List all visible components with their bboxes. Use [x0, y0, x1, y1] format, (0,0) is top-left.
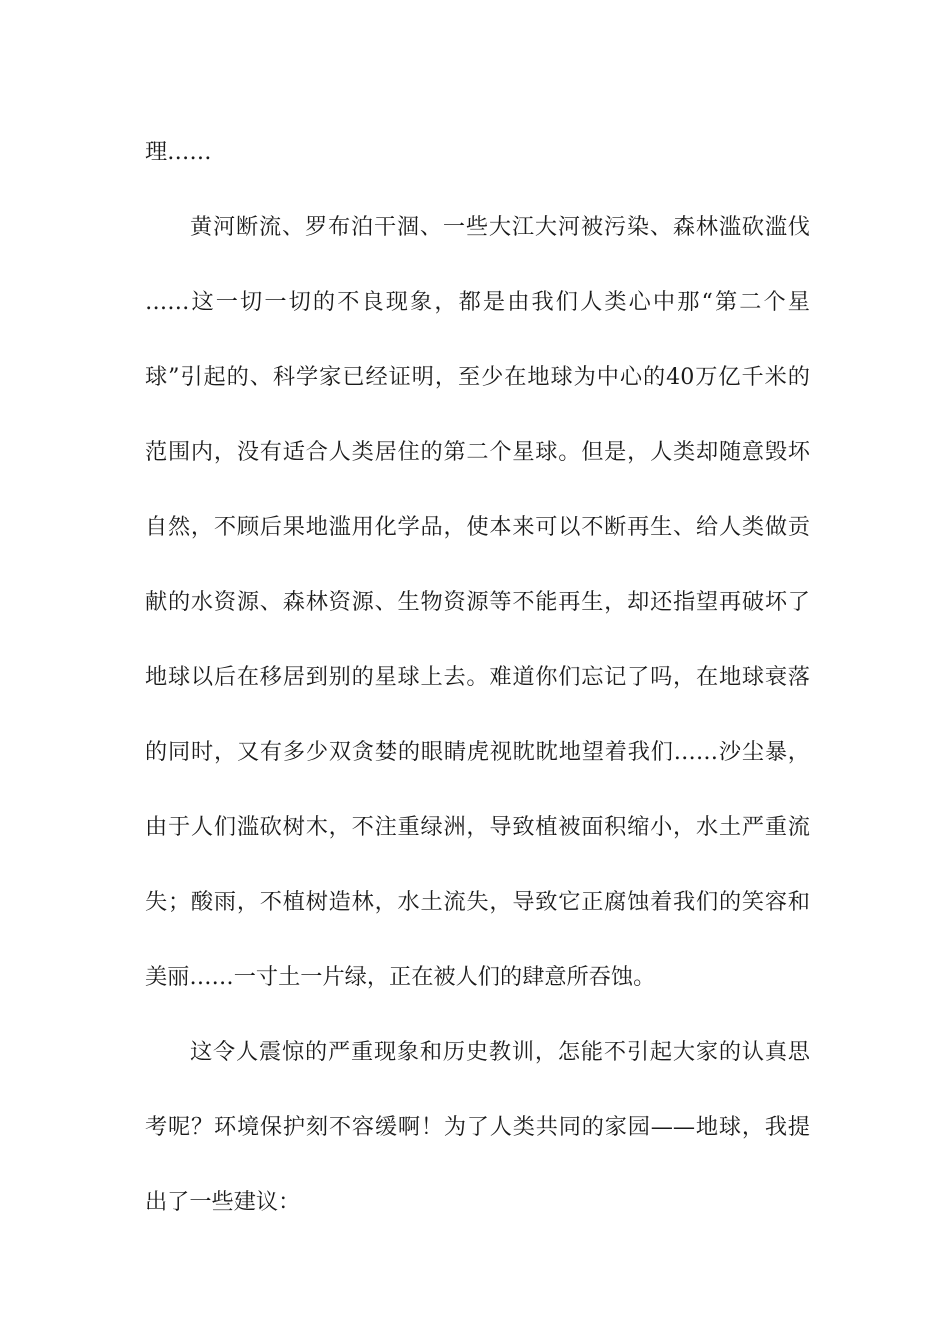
text-line: 失；酸雨，不植树造林，水土流失，导致它正腐蚀着我们的笑容和 [145, 889, 810, 915]
text-line: ……这一切一切的不良现象，都是由我们人类心中那“第二个星 [145, 289, 810, 315]
text-line: 美丽……一寸土一片绿，正在被人们的肆意所吞蚀。 [145, 964, 656, 990]
text-line: 这令人震惊的严重现象和历史教训，怎能不引起大家的认真思 [190, 1039, 810, 1065]
text-line: 地球以后在移居到别的星球上去。难道你们忘记了吗，在地球衰落 [145, 664, 810, 690]
text-line: 出了一些建议： [145, 1189, 301, 1215]
text-line: 的同时，又有多少双贪婪的眼睛虎视眈眈地望着我们……沙尘暴， [145, 739, 810, 765]
text-line: 献的水资源、森林资源、生物资源等不能再生，却还指望再破坏了 [145, 589, 810, 615]
text-line: 考呢？环境保护刻不容缓啊！为了人类共同的家园——地球，我提 [145, 1114, 810, 1140]
text-line: 黄河断流、罗布泊干涸、一些大江大河被污染、森林滥砍滥伐 [190, 214, 810, 240]
text-line: 球”引起的、科学家已经证明，至少在地球为中心的40万亿千米的 [145, 364, 810, 390]
text-line: 范围内，没有适合人类居住的第二个星球。但是，人类却随意毁坏 [145, 439, 810, 465]
text-line: 自然，不顾后果地滥用化学品，使本来可以不断再生、给人类做贡 [145, 514, 810, 540]
text-line: 理…… [145, 139, 212, 165]
text-line: 由于人们滥砍树木，不注重绿洲，导致植被面积缩小，水土严重流 [145, 814, 810, 840]
